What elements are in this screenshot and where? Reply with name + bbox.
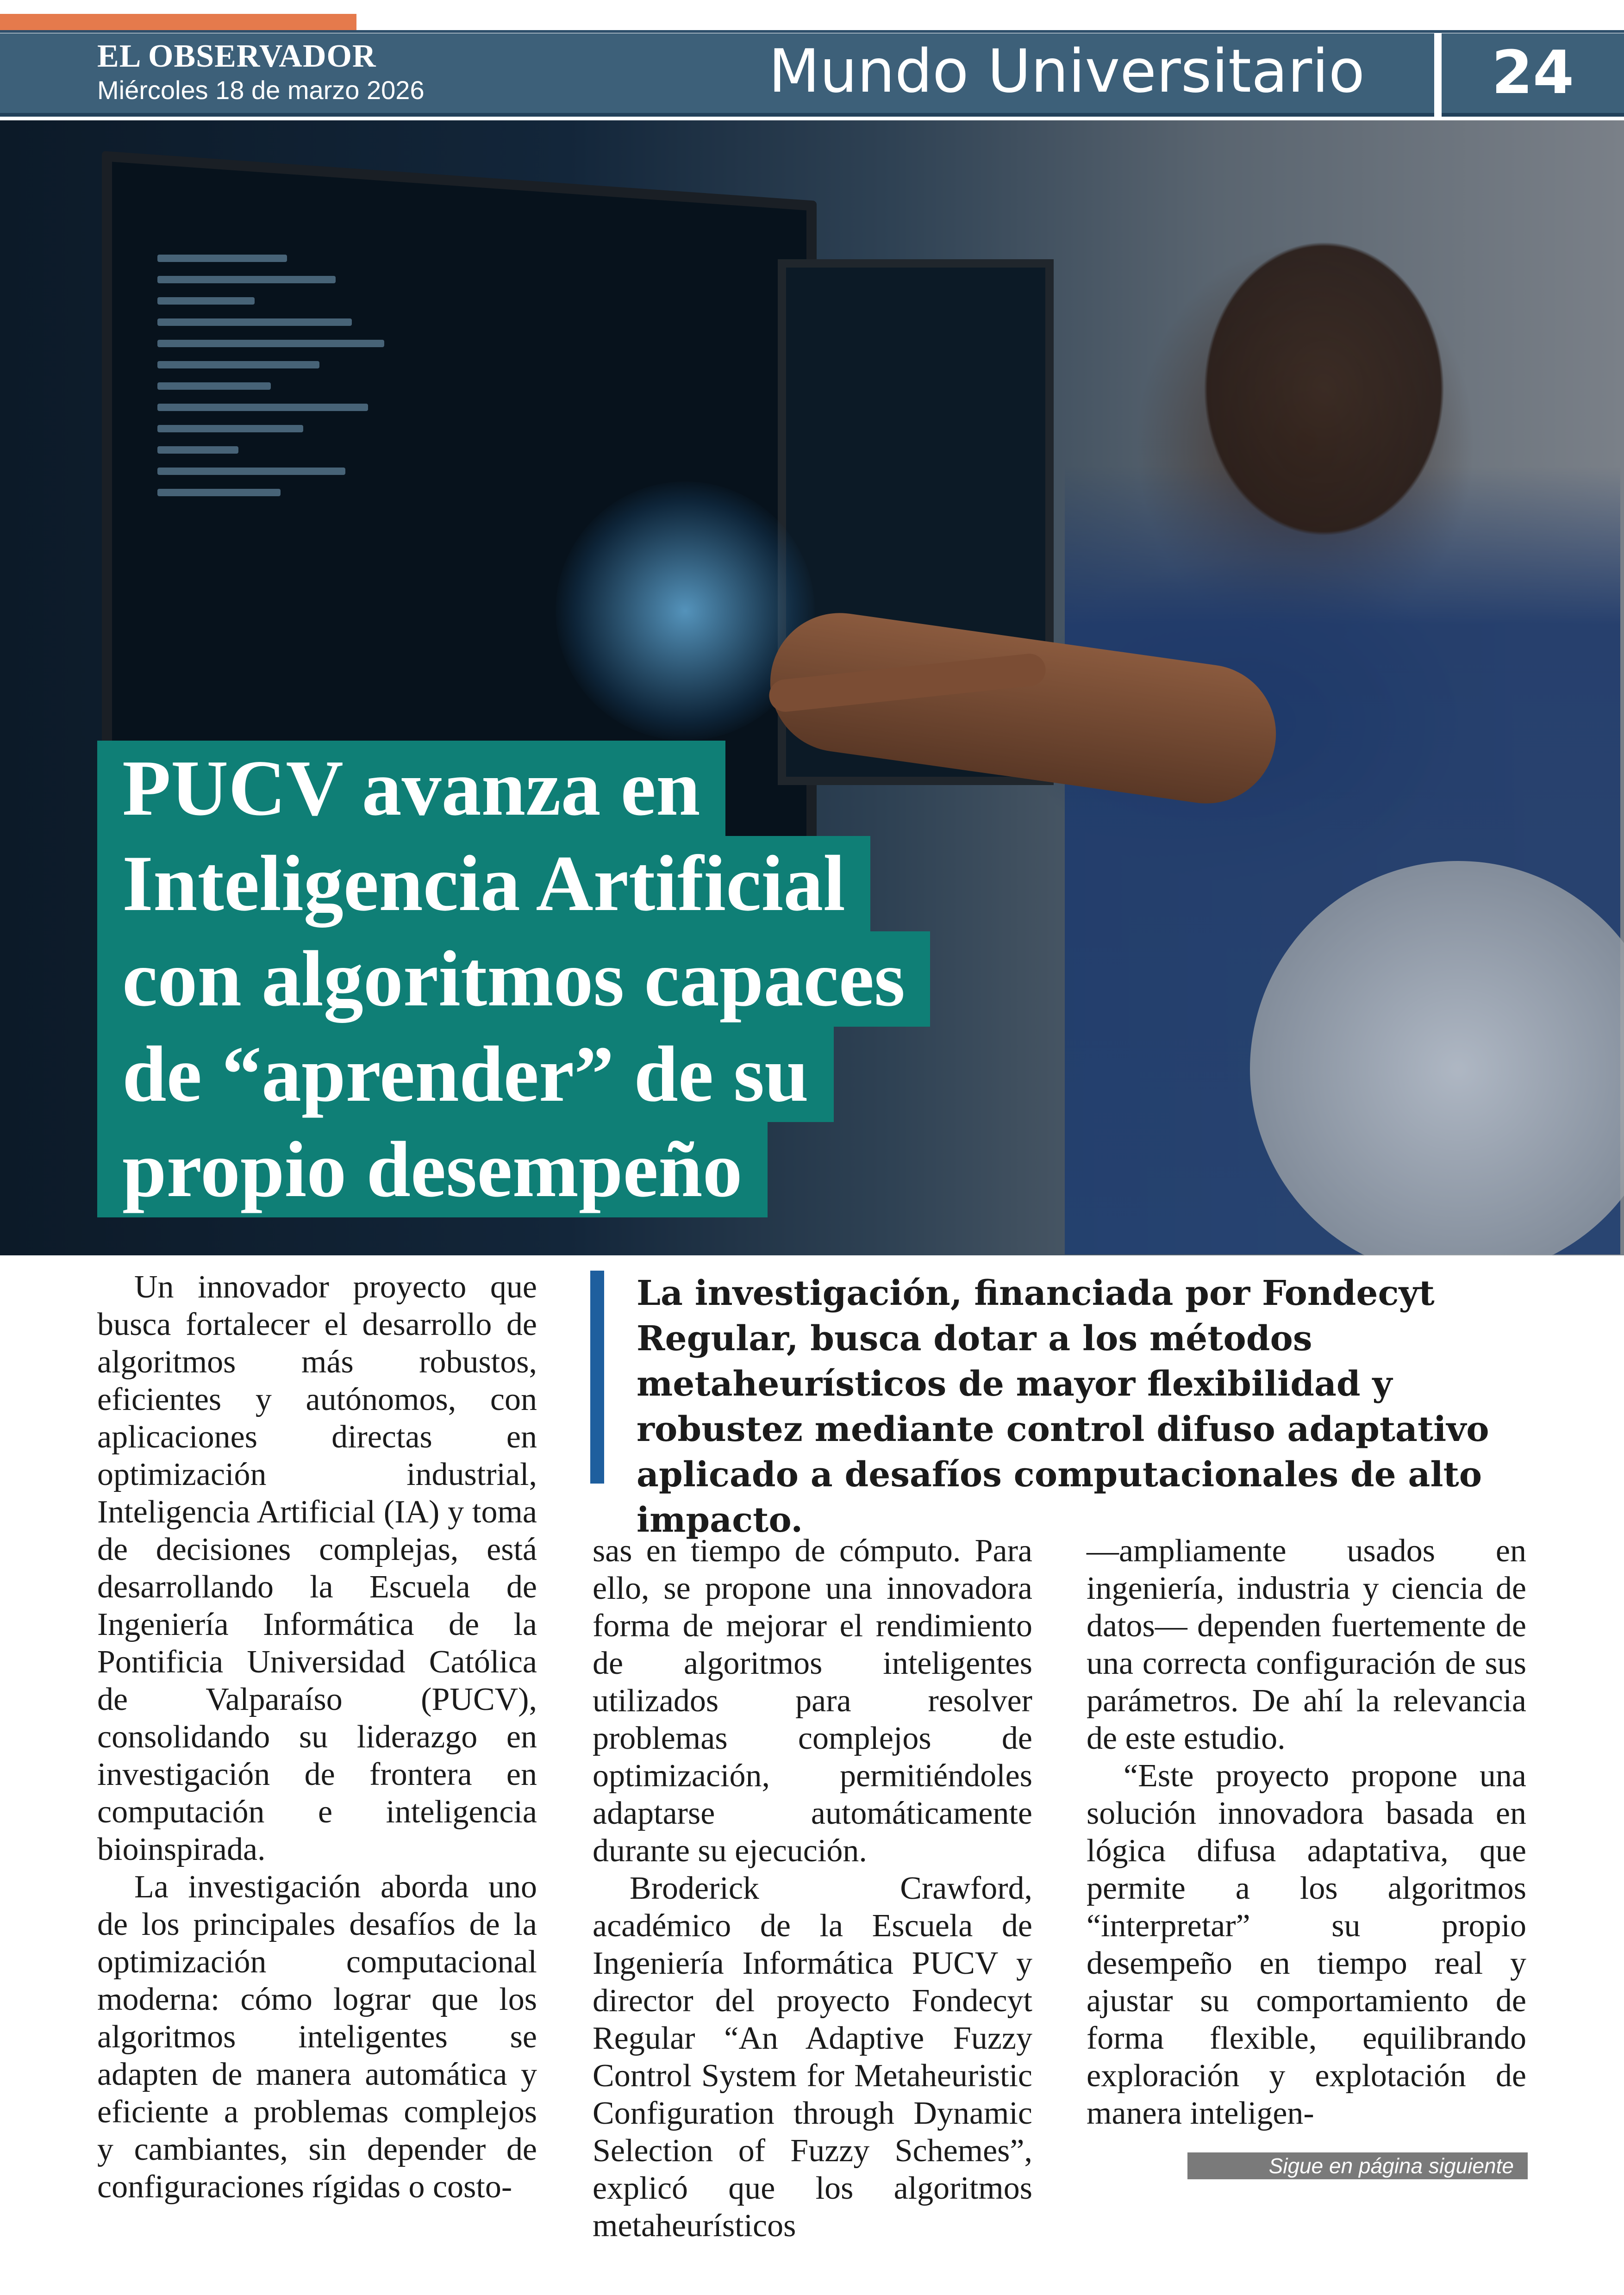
article-column-1 <box>97 1268 537 2206</box>
article-column-2 <box>593 1532 1032 2245</box>
page-number: 24 <box>1491 38 1574 107</box>
headline <box>97 741 930 1217</box>
continued-notice: Sigue en página siguiente <box>1187 2152 1528 2179</box>
headline-line: propio desempeño <box>97 1122 768 1217</box>
paragraph: La investigación aborda uno de los principales desafíos de la optimización computacional moderna: cómo lograr que los algoritmos inteligentes se adapten de manera automática y eficiente a problemas complejos y cambiantes, sin depender de configuraciones rígidas o costo- <box>97 1869 537 2205</box>
issue-date: Miércoles 18 de marzo 2026 <box>97 75 425 105</box>
article-photo <box>0 120 1624 1255</box>
pull-quote-text: La investigación, financiada por Fondecyt Regular, busca dotar a los métodos metaheurísticos de mayor flexibilidad y robustez mediante control difuso adaptativo aplicado a desafíos computacionales de alto impacto. <box>637 1273 1489 1540</box>
photo-code-lines <box>157 241 481 510</box>
header-bottom-rule <box>0 113 1624 117</box>
header-accent-bar <box>0 14 356 32</box>
header-divider <box>1434 33 1442 117</box>
header-top-rule <box>0 30 1624 33</box>
paragraph: “Este proyecto propone una solución innovadora basada en lógica difusa adaptativa, que permite a los algoritmos “interpretar” su propio desempeño en tiempo real y ajustar su comportamiento de forma flexible, equilibrando exploración y explotación de manera inteligen- <box>1087 1758 1526 2131</box>
paragraph: Un innovador proyecto que busca fortalecer el desarrollo de algoritmos más robustos, eficientes y autónomos, con aplicaciones directas en optimización industrial, Inteligencia Artificial (IA) y toma de decisiones complejas, está desarrollando la Escuela de Ingeniería Informática de la Pontificia Universidad Católica de Valparaíso (PUCV), consolidando su liderazgo en investigación de frontera en computación e inteligencia bioinspirada. <box>97 1269 537 1867</box>
paragraph: —ampliamente usados en ingeniería, industria y ciencia de datos— dependen fuertemente de una correcta configuración de sus parámetros. De ahí la relevancia de este estudio. <box>1087 1533 1526 1756</box>
paragraph: Broderick Crawford, académico de la Escuela de Ingeniería Informática PUCV y director del proyecto Fondecyt Regular “An Adaptive Fuzzy Control System for Metaheuristic Configuration through Dynamic Selection of Fuzzy Schemes”, explicó que los algoritmos metaheurísticos <box>593 1871 1032 2244</box>
headline-line: Inteligencia Artificial <box>97 836 870 931</box>
pull-quote-bar <box>590 1271 604 1484</box>
paragraph: sas en tiempo de cómputo. Para ello, se propone una innovadora forma de mejorar el rendimiento de algoritmos inteligentes utilizados para resolver problemas complejos de optimización, permitiéndoles adaptarse automáticamente durante su ejecución. <box>593 1533 1032 1869</box>
article-column-3 <box>1087 1532 1526 2132</box>
headline-line: con algoritmos capaces <box>97 931 930 1027</box>
headline-line: de “aprender” de su <box>97 1027 834 1122</box>
newspaper-name: EL OBSERVADOR <box>97 38 376 74</box>
headline-line: PUCV avanza en <box>97 741 725 836</box>
section-title: Mundo Universitario <box>768 37 1365 106</box>
